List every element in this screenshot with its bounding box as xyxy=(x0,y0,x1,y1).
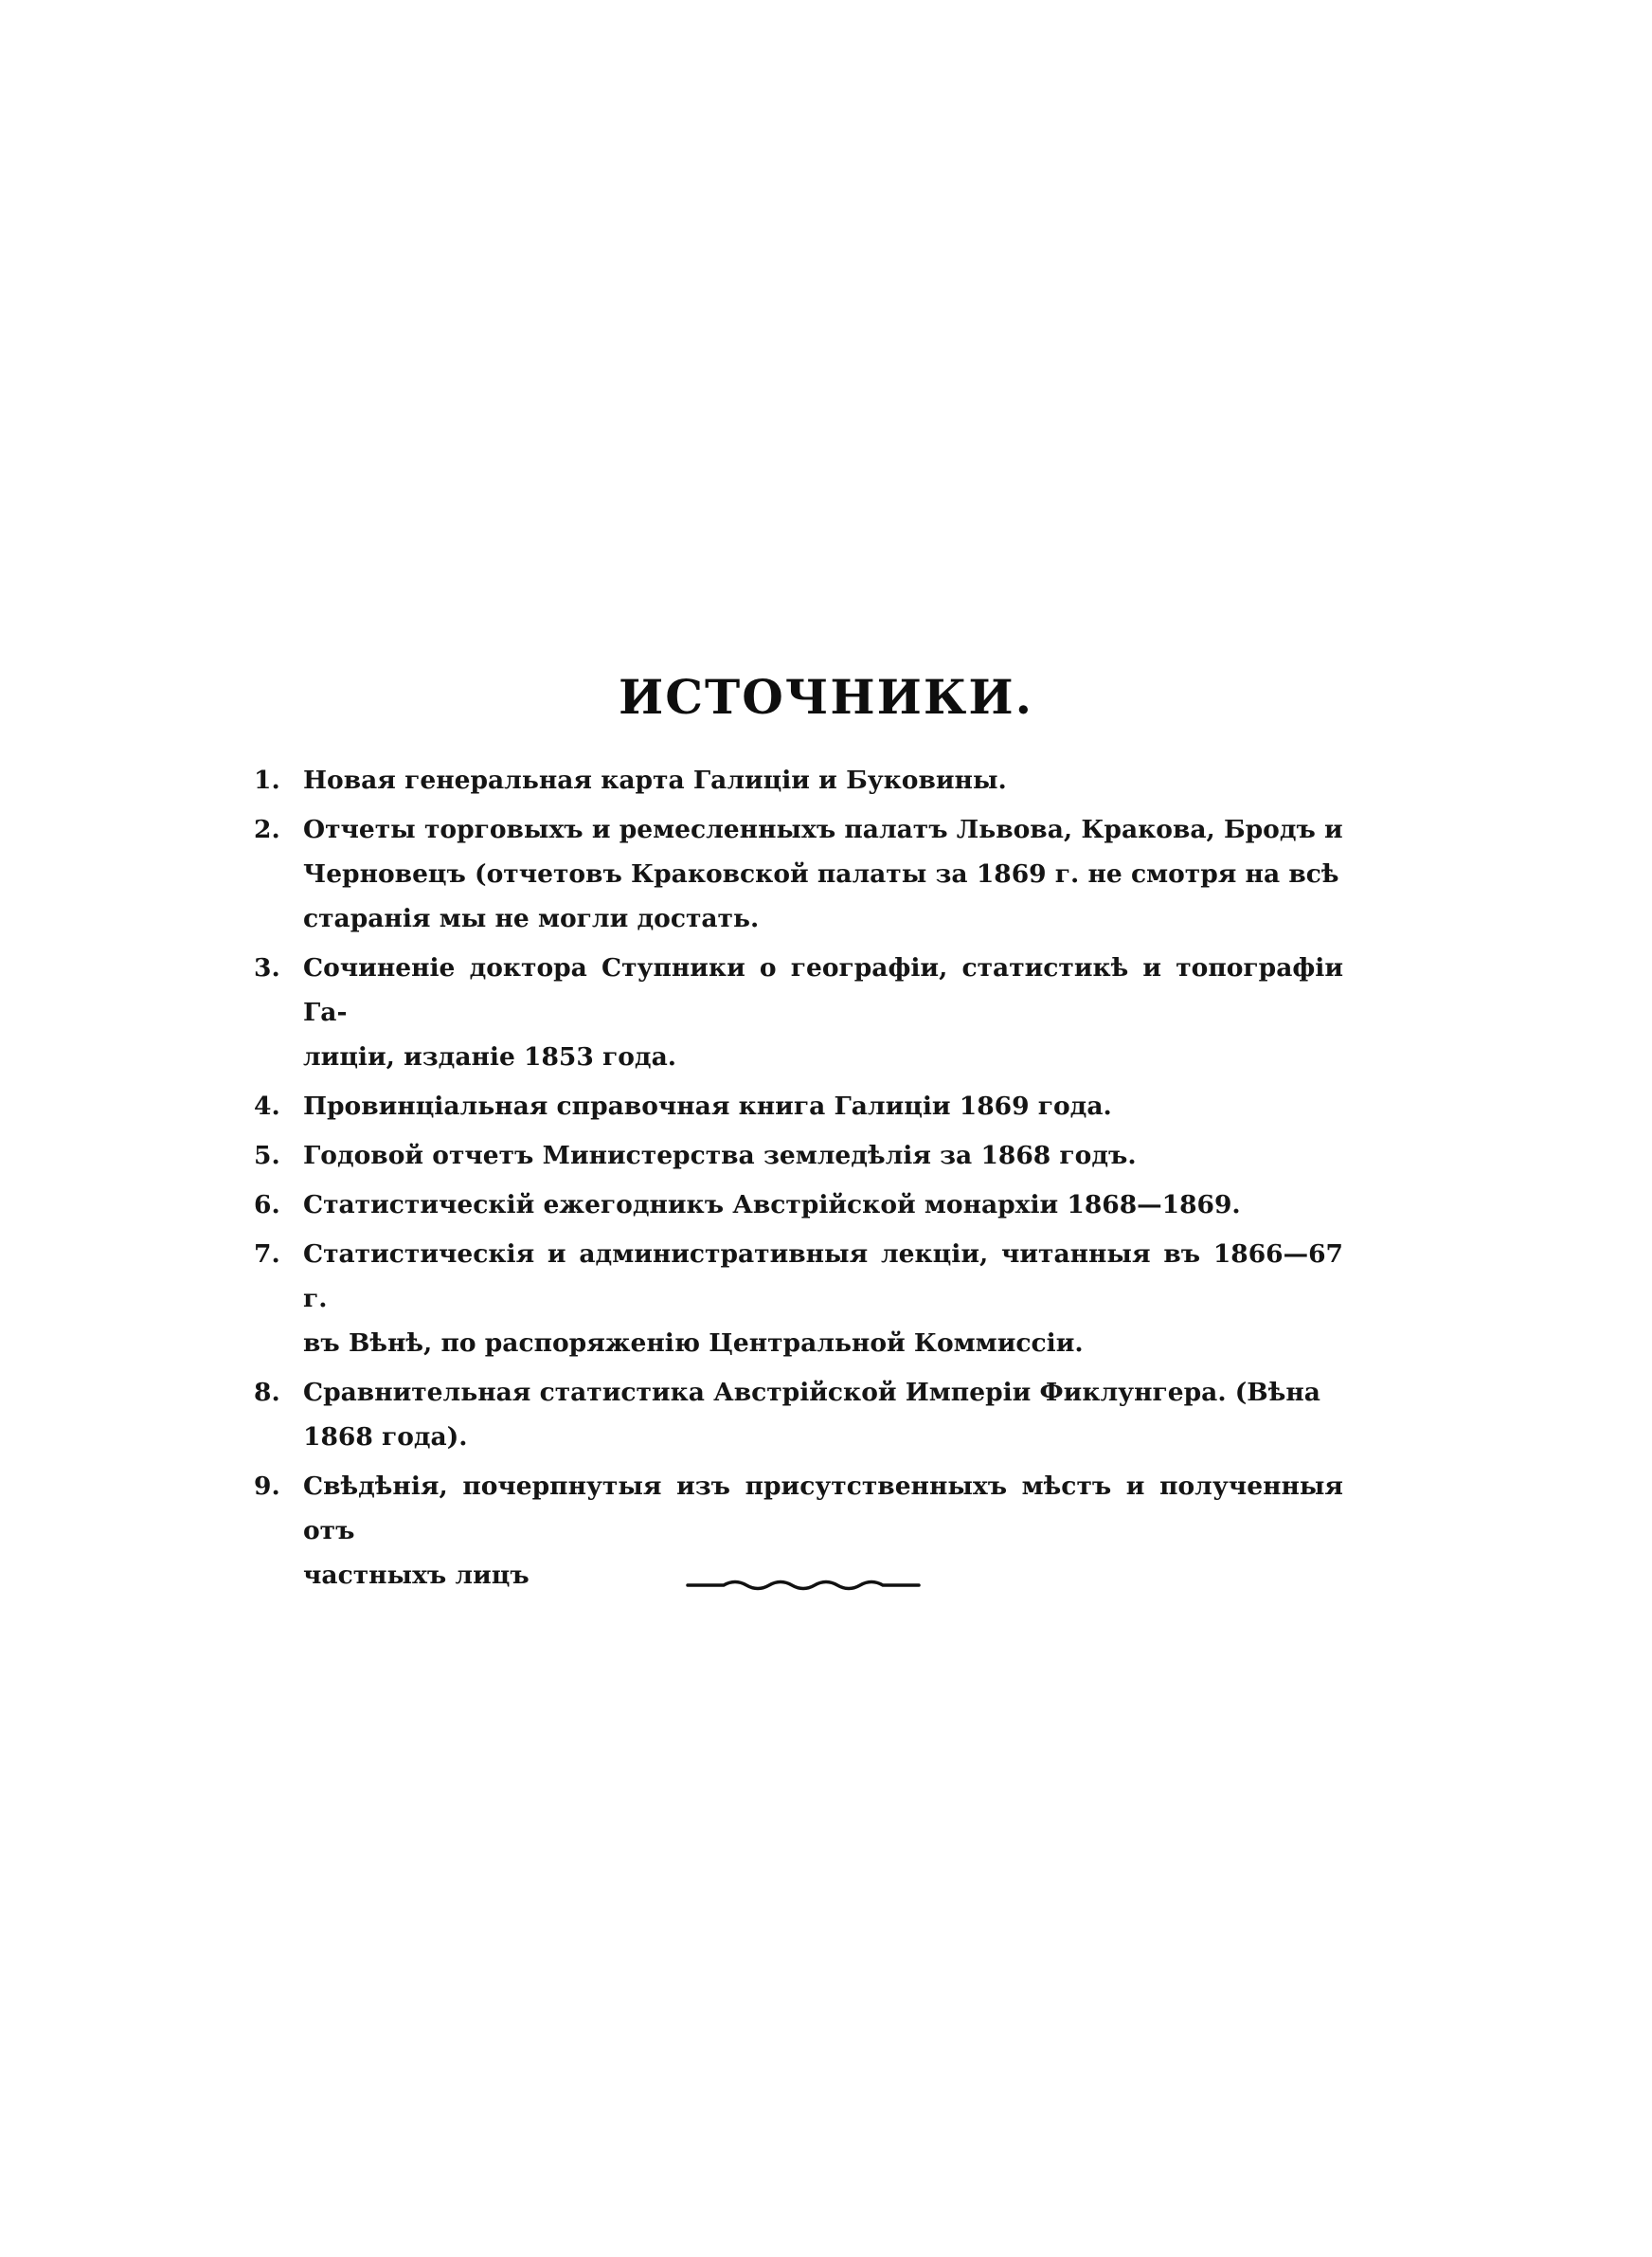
item-number: 4. xyxy=(254,1092,280,1121)
item-number: 6. xyxy=(254,1190,280,1219)
item-text: Свѣдѣнія, почерпнутыя изъ присутственныхъ мѣстъ и полученныя отъ xyxy=(303,1472,1343,1545)
item-text: Черновецъ (отчетовъ Краковской палаты за 1869 г. не смотря на всѣ xyxy=(303,859,1339,889)
item-text: въ Вѣнѣ, по распоряженію Центральной Коммиссіи. xyxy=(303,1328,1084,1358)
list-item xyxy=(254,758,1343,803)
item-text: Отчеты торговыхъ и ремесленныхъ палатъ Львова, Кракова, Бродъ и xyxy=(303,815,1343,844)
item-text: Статистическій ежегодникъ Австрійской монархіи 1868—1869. xyxy=(303,1190,1241,1219)
item-text: Годовой отчетъ Министерства земледѣлія за 1868 годъ. xyxy=(303,1141,1137,1170)
list-item xyxy=(254,1183,1343,1227)
list-item xyxy=(254,1084,1343,1128)
item-text: Статистическія и административныя лекціи, читанныя въ 1866—67 г. xyxy=(303,1239,1343,1313)
item-text: 1868 года). xyxy=(303,1422,468,1452)
item-number: 7. xyxy=(254,1239,280,1269)
item-text: частныхъ лицъ xyxy=(303,1561,530,1590)
item-text: старанія мы не могли достать. xyxy=(303,904,760,933)
sources-list xyxy=(254,758,1343,1602)
list-item xyxy=(254,946,1343,1079)
list-item xyxy=(254,1133,1343,1178)
item-number: 2. xyxy=(254,815,280,844)
list-item xyxy=(254,1370,1343,1459)
item-number: 8. xyxy=(254,1378,280,1407)
list-item xyxy=(254,807,1343,941)
item-number: 3. xyxy=(254,953,280,983)
list-item xyxy=(254,1232,1343,1365)
item-number: 5. xyxy=(254,1141,280,1170)
item-text: лиціи, изданіе 1853 года. xyxy=(303,1042,676,1072)
item-text: Новая генеральная карта Галиціи и Буковины. xyxy=(303,766,1007,795)
decorative-divider xyxy=(686,1573,921,1592)
item-number: 9. xyxy=(254,1472,280,1501)
page-title: ИСТОЧНИКИ. xyxy=(618,669,1034,725)
item-text: Сравнительная статистика Австрійской Имперіи Фиклунгера. (Вѣна xyxy=(303,1378,1320,1407)
item-number: 1. xyxy=(254,766,280,795)
item-text: Сочиненіе доктора Ступники о географіи, статистикѣ и топографіи Га- xyxy=(303,953,1343,1027)
item-text: Провинціальная справочная книга Галиціи 1869 года. xyxy=(303,1092,1112,1121)
